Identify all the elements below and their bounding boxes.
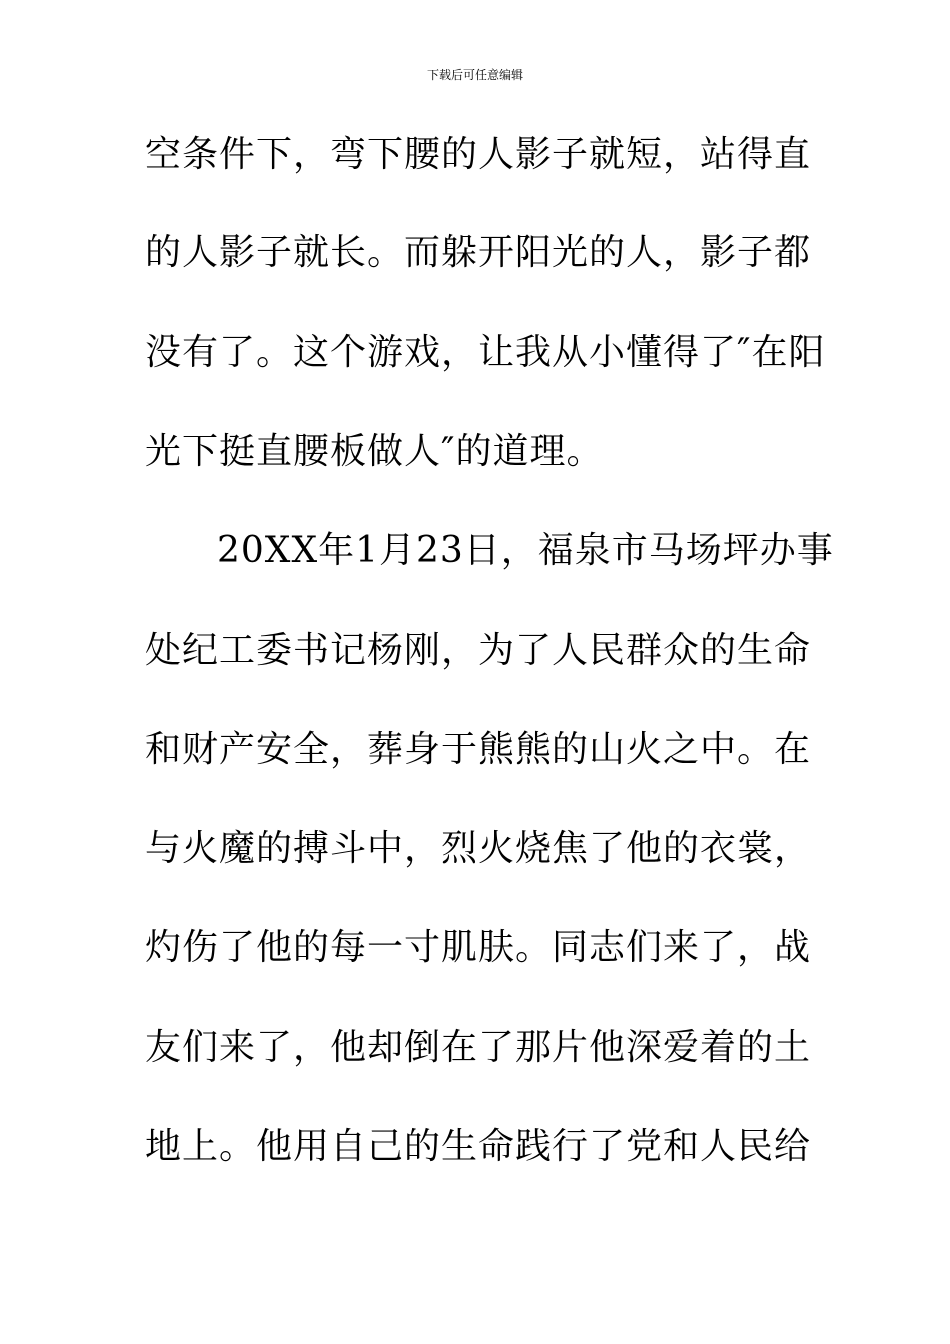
text-line: 的人影子就长。而躲开阳光的人，影子都: [145, 232, 812, 273]
text-line: 和财产安全，葬身于熊熊的山火之中。在: [145, 729, 812, 770]
text-line: 灼伤了他的每一寸肌肤。同志们来了，战: [145, 927, 812, 968]
page-header: 下载后可任意编辑: [426, 68, 523, 82]
text-line: 与火魔的搏斗中，烈火烧焦了他的衣裳，: [145, 828, 812, 869]
text-line: 没有了。这个游戏，让我从小懂得了″在阳: [145, 332, 826, 373]
text-line: 处纪工委书记杨刚，为了人民群众的生命: [145, 630, 812, 671]
text-line: 友们来了，他却倒在了那片他深爱着的土: [145, 1027, 812, 1068]
paragraph-start-line: 20XX年1月23日，福泉市马场坪办事: [217, 530, 834, 571]
text-line: 地上。他用自己的生命践行了党和人民给: [145, 1126, 812, 1167]
text-line: 空条件下，弯下腰的人影子就短，站得直: [145, 134, 812, 175]
text-line: 光下挺直腰板做人″的道理。: [145, 431, 604, 472]
